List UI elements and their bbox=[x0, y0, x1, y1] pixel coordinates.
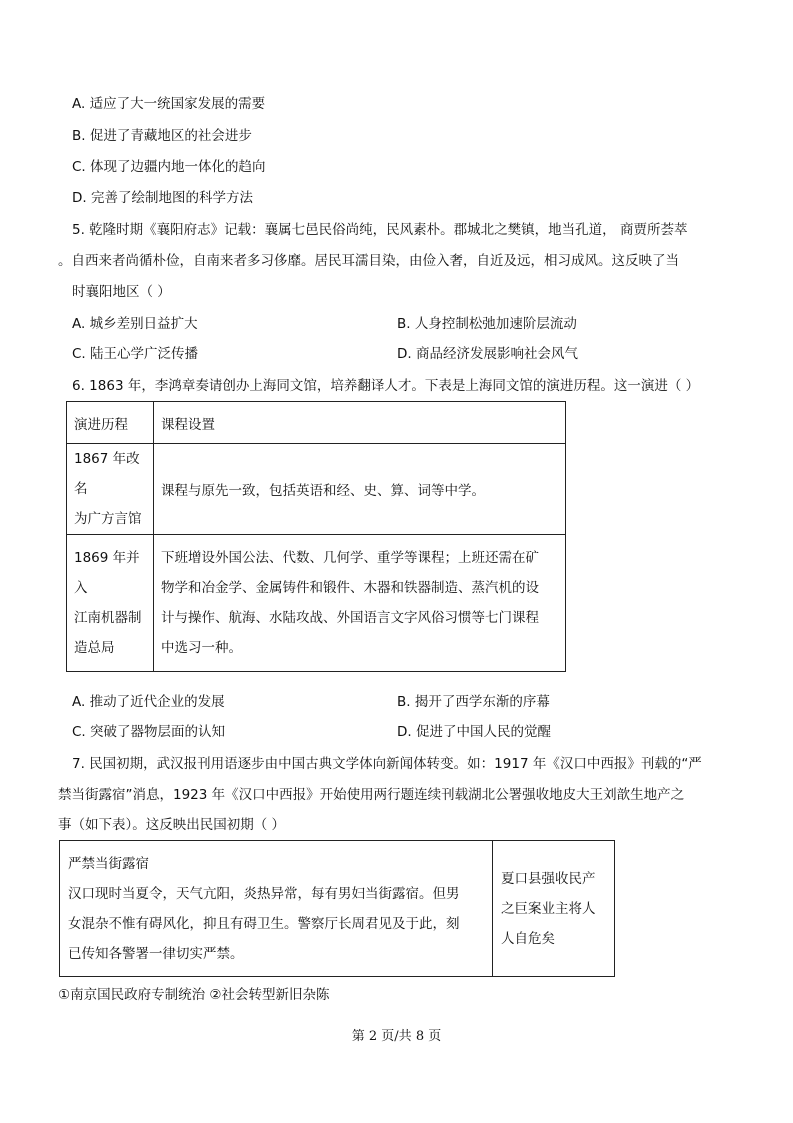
stage-text-line: 江南机器制 bbox=[74, 610, 142, 626]
q6-option-a: A. 推动了近代企业的发展 bbox=[72, 694, 225, 710]
content-text-line: 下班增设外国公法、代数、几何学、重学等课程；上班还需在矿 bbox=[161, 550, 539, 566]
table-header-stage: 演进历程 bbox=[67, 402, 154, 444]
stage-text-line: 1869 年并入 bbox=[74, 550, 140, 596]
stage-text-line: 1867 年改名 bbox=[74, 451, 140, 497]
q7-stem-line-1: 7. 民国初期，武汉报刊用语逐步由中国古典文学体向新闻体转变。如：1917 年《汉口中西报》刊载的“严 bbox=[72, 756, 702, 772]
news-text-line: 已传知各警署一律切实严禁。 bbox=[68, 945, 244, 962]
q4-option-d: D. 完善了绘制地图的科学方法 bbox=[72, 190, 253, 206]
page-footer: 第 2 页/共 8 页 bbox=[351, 1029, 442, 1044]
table-cell-content: 课程与原先一致，包括英语和经、史、算、词等中学。 bbox=[154, 444, 566, 535]
q6-table bbox=[66, 401, 566, 672]
q7-choices: ①南京国民政府专制统治 ②社会转型新旧杂陈 bbox=[58, 987, 330, 1003]
table-row bbox=[67, 535, 566, 672]
q5-option-a: A. 城乡差别日益扩大 bbox=[72, 316, 198, 332]
q5-option-c: C. 陆王心学广泛传播 bbox=[72, 346, 199, 362]
content-text-line: 计与操作、航海、水陆攻战、外国语言文字风俗习惯等七门课程 bbox=[161, 610, 539, 626]
table-cell-stage bbox=[67, 535, 154, 672]
q6-stem: 6. 1863 年，李鸿章奏请创办上海同文馆，培养翻译人才。下表是上海同文馆的演进历程。这一演进（ ） bbox=[72, 378, 700, 394]
table-row bbox=[67, 402, 566, 444]
content-text-line: 中选习一种。 bbox=[161, 640, 242, 656]
stage-text-line: 为广方言馆 bbox=[74, 511, 142, 527]
q6-option-b: B. 揭开了西学东渐的序幕 bbox=[397, 694, 550, 710]
q5-option-b: B. 人身控制松弛加速阶层流动 bbox=[397, 316, 577, 332]
q5-stem-line-1: 5. 乾隆时期《襄阳府志》记载：襄属七邑民俗尚纯，民风素朴。郡城北之樊镇，地当孔道， 商贾所荟萃 bbox=[72, 222, 688, 238]
table-cell-content bbox=[154, 535, 566, 672]
table-cell-stage bbox=[67, 444, 154, 535]
q5-stem-line-2: 。自西来者尚循朴俭，自南来者多习侈靡。居民耳濡目染，由俭入奢，自近及远，相习成风。这反映了当 bbox=[58, 253, 679, 269]
news-text-line: 汉口现时当夏令，天气亢阳，炎热异常，每有男妇当街露宿。但男 bbox=[68, 885, 460, 902]
table-row bbox=[60, 841, 615, 977]
table-header-curriculum: 课程设置 bbox=[154, 402, 566, 444]
q6-option-d: D. 促进了中国人民的觉醒 bbox=[397, 724, 551, 740]
news-text-line: 女混杂不惟有碍风化，抑且有碍卫生。警察厅长周君见及于此，刻 bbox=[68, 915, 460, 932]
q6-option-c: C. 突破了器物层面的认知 bbox=[72, 724, 226, 740]
q5-option-d: D. 商品经济发展影响社会风气 bbox=[397, 346, 578, 362]
content-text-line: 物学和冶金学、金属铸件和锻件、木器和铁器制造、蒸汽机的设 bbox=[161, 580, 539, 596]
table-row bbox=[67, 444, 566, 535]
q4-option-a: A. 适应了大一统国家发展的需要 bbox=[72, 96, 266, 112]
q7-news-table bbox=[59, 840, 615, 977]
q4-option-c: C. 体现了边疆内地一体化的趋向 bbox=[72, 159, 266, 175]
q4-option-b: B. 促进了青藏地区的社会进步 bbox=[72, 128, 252, 144]
stage-text-line: 造总局 bbox=[74, 640, 115, 656]
headline-text-line: 人自危矣 bbox=[501, 930, 555, 947]
news-cell-headline bbox=[493, 841, 615, 977]
q5-stem-line-3: 时襄阳地区（ ） bbox=[72, 284, 171, 300]
news-title: 严禁当街露宿 bbox=[68, 855, 149, 872]
headline-text-line: 夏口县强收民产 bbox=[501, 870, 596, 887]
headline-text-line: 之巨案业主将人 bbox=[501, 900, 596, 917]
q7-stem-line-3: 事（如下表）。这反映出民国初期（ ） bbox=[58, 817, 286, 833]
news-cell-article bbox=[60, 841, 493, 977]
q7-stem-line-2: 禁当街露宿”消息，1923 年《汉口中西报》开始使用两行题连续刊载湖北公署强收地皮大王刘歆生地产之 bbox=[58, 787, 685, 803]
